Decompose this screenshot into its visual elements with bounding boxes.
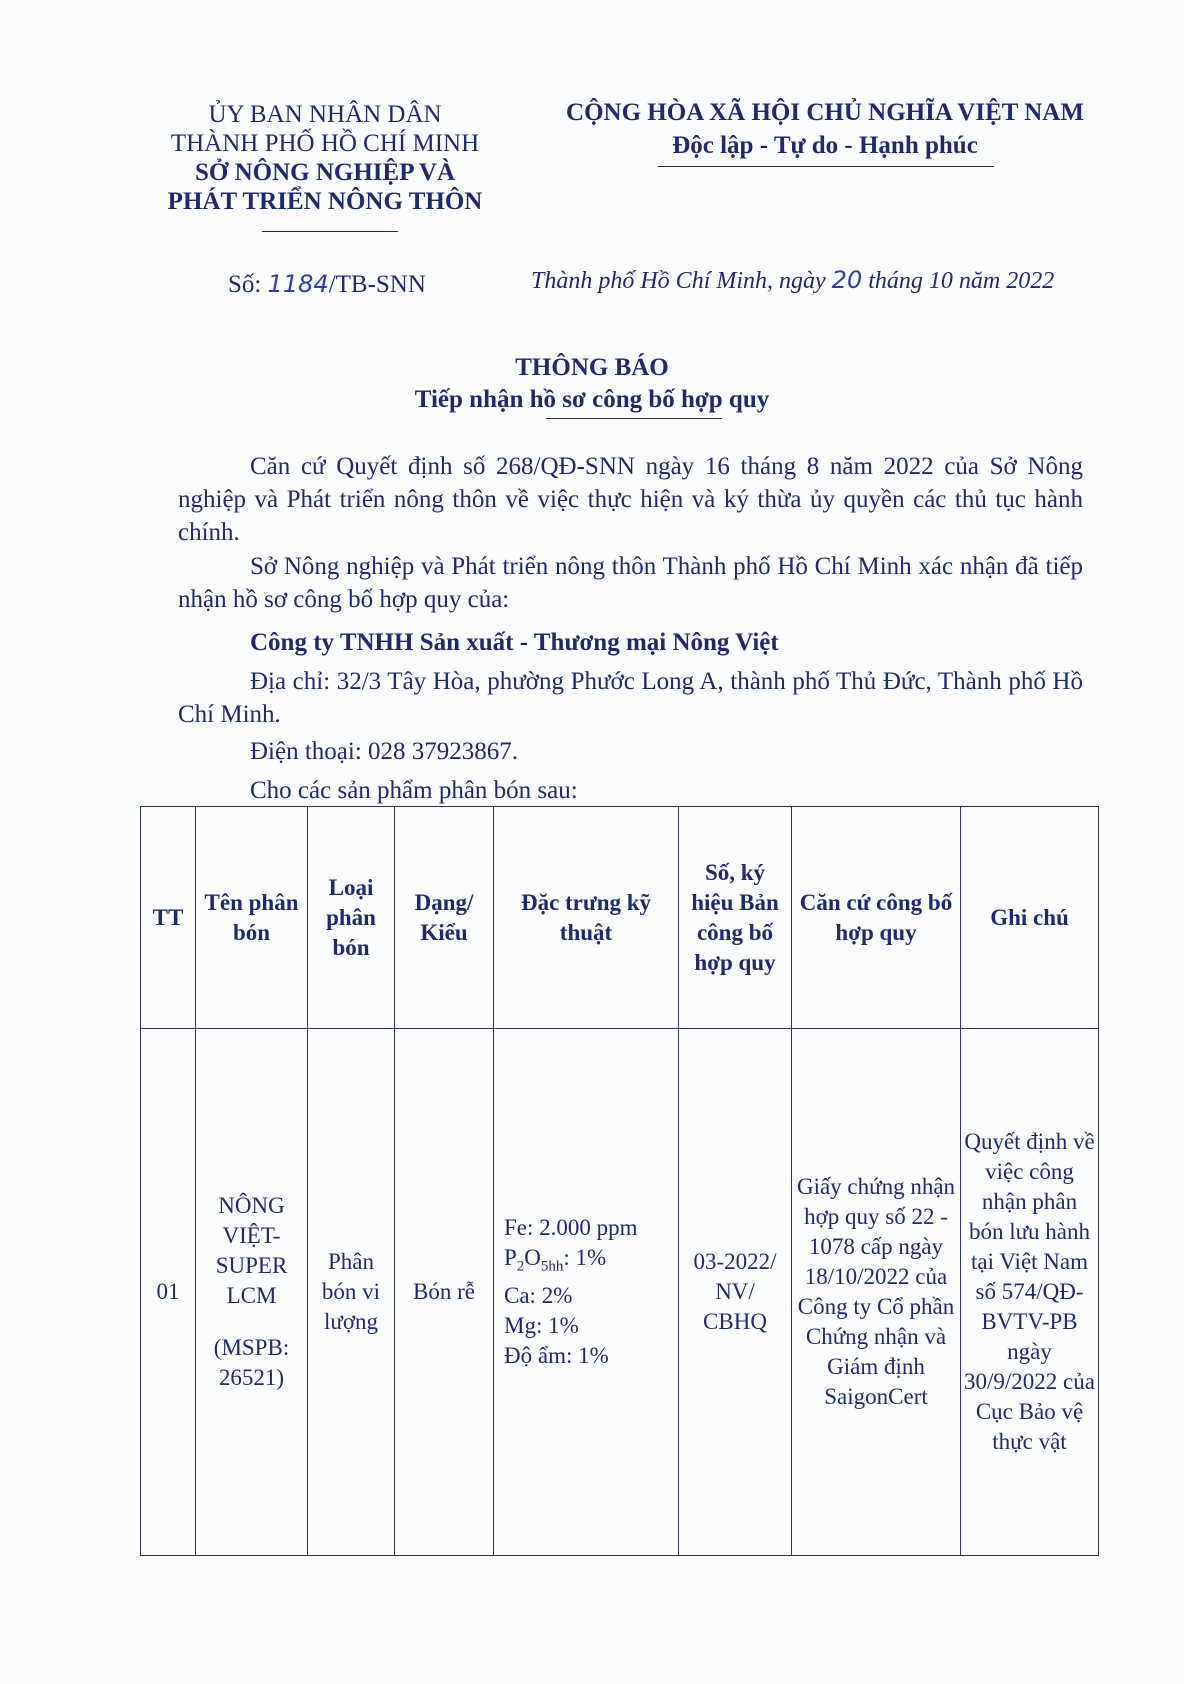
table-row [141,1029,1099,1556]
title-sub: Tiếp nhận hồ sơ công bố hợp quy [414,386,770,413]
header-form: Dạng/ Kiểu [395,807,494,1029]
national-motto: Độc lập - Tự do - Hạnh phúc [672,132,978,159]
national-title: CỘNG HÒA XÃ HỘI CHỦ NGHĨA VIỆT NAM [566,99,1084,126]
cell-type: Phân bón vi lượng [308,1029,395,1556]
title-main: THÔNG BÁO [515,354,669,381]
header-basis: Căn cứ công bố hợp quy [792,807,961,1029]
cell-form: Bón rễ [395,1029,494,1556]
motto-underline [658,166,994,167]
products-intro: Cho các sản phẩm phân bón sau: [250,777,578,804]
product-code: (MSPB: 26521) [213,1335,290,1390]
header-spec: Đặc trưng kỹ thuật [494,807,679,1029]
header-name: Tên phân bón [196,807,308,1029]
spec-p-symbol: P [504,1244,517,1270]
doc-number-prefix: Số: [228,271,268,298]
table-header-row [141,807,1099,1029]
spec-p-subscript: 2 [516,1258,525,1275]
date-suffix: tháng 10 năm 2022 [862,268,1055,294]
company-name: Công ty TNHH Sản xuất - Thương mại Nông Việt [250,629,779,656]
company-phone: Điện thoại: 028 37923867. [250,738,519,765]
spec-mg: Mg: 1% [504,1313,579,1339]
paragraph-basis: Căn cứ Quyết định số 268/QĐ-SNN ngày 16 tháng 8 năm 2022 của Sở Nông nghiệp và Phát triển nông thôn về việc thực hiện và ký thừa ủy quyền các thủ tục hành chính. [178,453,1083,546]
document-number [228,270,426,299]
cell-doc-no: 03-2022/ NV/ CBHQ [679,1029,792,1556]
spec-p2o5 [504,1243,675,1282]
cell-name [196,1029,308,1556]
cell-note: Quyết định về việc công nhận phân bón lưu hành tại Việt Nam số 574/QĐ-BVTV-PB ngày 30/9/2022 của Cục Bảo vệ thực vật [961,1029,1099,1556]
spec-fe: Fe: 2.000 ppm [504,1214,638,1240]
product-table [140,806,1099,1556]
agency-line-2: THÀNH PHỐ HỒ CHÍ MINH [170,130,480,157]
doc-number-handwritten: 1184 [267,270,329,298]
notice-title [0,352,1184,416]
title-underline [546,418,722,419]
agency-line-4: PHÁT TRIỂN NÔNG THÔN [167,188,483,215]
spec-o-subscript: 5hh [540,1258,564,1275]
agency-line-3: SỞ NÔNG NGHIỆP VÀ [195,159,455,186]
product-name: NÔNG VIỆT-SUPER LCM [215,1193,288,1308]
doc-number-suffix: /TB-SNN [328,271,426,298]
agency-line-1: ỦY BAN NHÂN DÂN [208,101,442,128]
header-tt: TT [141,807,196,1029]
company-address: Địa chỉ: 32/3 Tây Hòa, phường Phước Long A, thành phố Thủ Đức, Thành phố Hồ Chí Minh. [178,668,1083,728]
cell-tt: 01 [141,1029,196,1556]
header-doc-no: Số, ký hiệu Bản công bố hợp quy [679,807,792,1029]
document-date [531,266,1054,295]
header-type: Loại phân bón [308,807,395,1029]
date-prefix: Thành phố Hồ Chí Minh, ngày [531,268,832,294]
spec-p2o5-value: : 1% [563,1244,607,1270]
header-note: Ghi chú [961,807,1099,1029]
spec-moisture: Độ ẩm: 1% [504,1343,609,1369]
date-day-handwritten: 20 [831,266,863,294]
national-header [540,96,1110,162]
agency-header [150,100,500,216]
spec-ca: Ca: 2% [504,1283,573,1309]
agency-underline [262,231,398,232]
spec-o-symbol: O [524,1244,541,1270]
cell-basis: Giấy chứng nhận hợp quy số 22 - 1078 cấp ngày 18/10/2022 của Công ty Cổ phần Chứng nhận và Giám định SaigonCert [792,1029,961,1556]
cell-spec [494,1029,679,1556]
paragraph-confirmation: Sở Nông nghiệp và Phát triển nông thôn Thành phố Hồ Chí Minh xác nhận đã tiếp nhận hồ sơ công bố hợp quy của: [178,553,1083,613]
